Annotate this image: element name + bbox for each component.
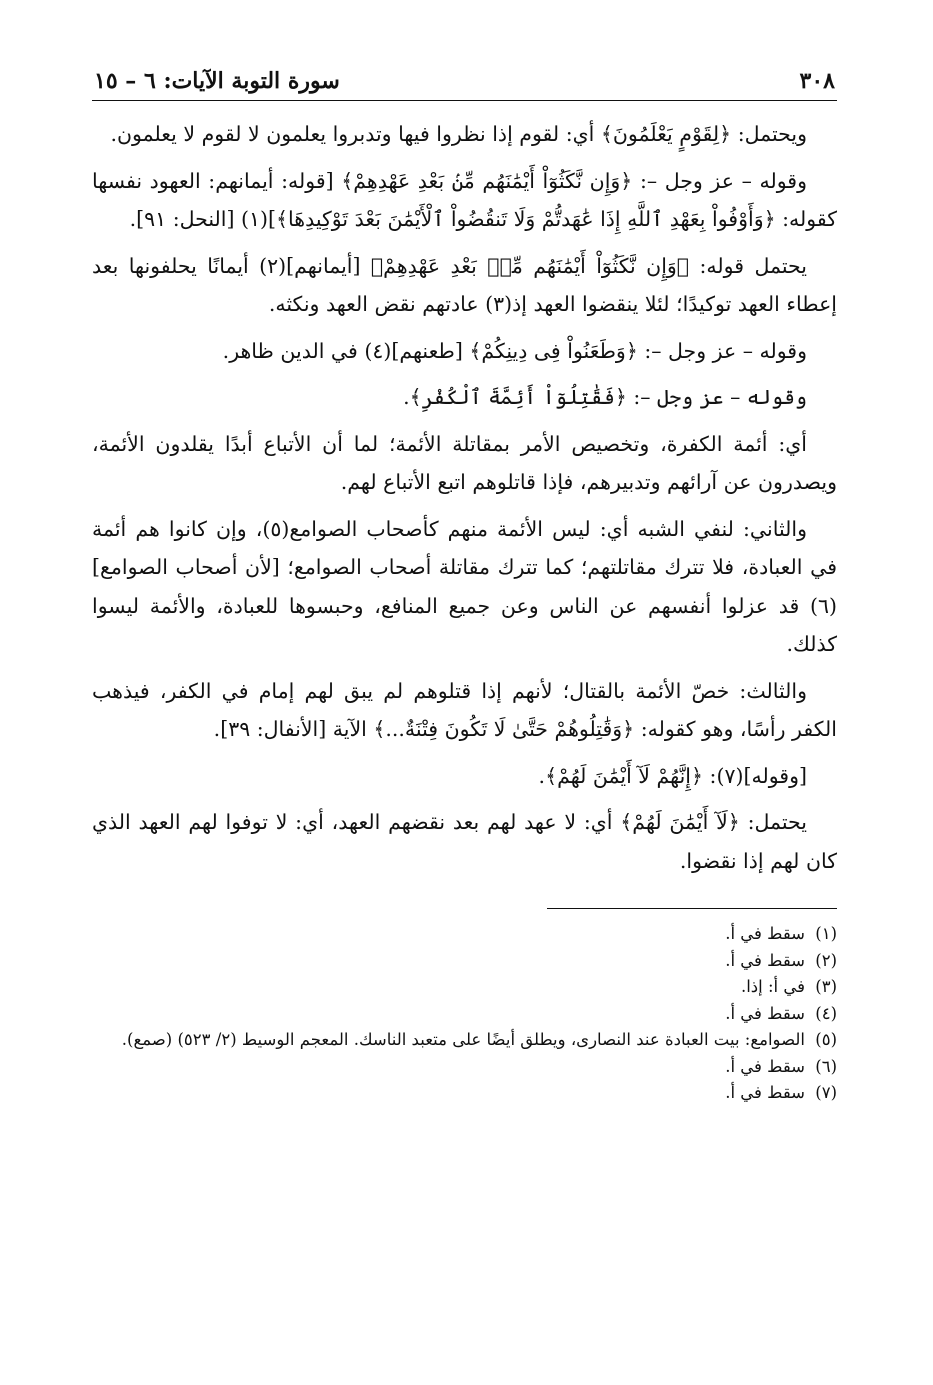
footnote-text: سقط في أ. xyxy=(725,1083,805,1102)
paragraph: ويحتمل: ﴿لِقَوْمٍ يَعْلَمُونَ﴾ أي: لقوم إذا نظروا فيها وتدبروا يعلمون لا لقوم لا يعلمون. xyxy=(110,122,807,146)
footnote-text: الصوامع: بيت العبادة عند النصارى، ويطلق أيضًا على متعبد الناسك. المعجم الوسيط (٢/ ٥٢٣) (صمع). xyxy=(121,1030,805,1049)
footnote-text: سقط في أ. xyxy=(725,924,805,943)
footnote xyxy=(92,921,837,948)
footnote-number: (١) xyxy=(815,924,837,943)
footnote-text: سقط في أ. xyxy=(725,1056,805,1076)
paragraph: أي: أئمة الكفرة، وتخصيص الأمر بمقاتلة الأئمة؛ لما أن الأتباع أبدًا يقلدون الأئمة، ويصدرون عن آرائهم وتدبيرهم، فإذا قاتلوهم اتبع الأتباع لهم. xyxy=(92,431,837,494)
footnote xyxy=(92,1054,837,1081)
footnote xyxy=(92,974,837,1001)
footnotes xyxy=(92,921,837,1107)
paragraph: وقوله – عز وجل –: ﴿فَقَٰتِلُوٓاْ أَئِمَّةَ ٱلْكُفْرِ﴾. xyxy=(403,385,807,409)
footnote-number: (٧) xyxy=(815,1083,837,1102)
paragraph: وقوله – عز وجل –: ﴿وَطَعَنُواْ فِى دِينِكُمْ﴾ [طعنهم](٤) في الدين ظاهر. xyxy=(222,338,807,363)
footnote xyxy=(92,948,837,975)
footnote xyxy=(92,1001,837,1028)
footnote-text: سقط في أ. xyxy=(725,950,805,970)
page-header xyxy=(92,56,837,101)
footnote-number: (٢) xyxy=(815,950,837,970)
paragraph: يحتمل قوله: ﴿وَإِن نَّكَثُوٓاْ أَيْمَٰنَهُم مِّنۢ بَعْدِ عَهْدِهِمْ﴾ [أيمانهم](٢) أيمانًا يحلفونها بعد إعطاء العهد توكيدًا؛ لئلا ينقضوا العهد إذ(٣) عادتهم نقض العهد ونكثه. xyxy=(92,253,837,316)
paragraph: وقوله – عز وجل –: ﴿وَإِن نَّكَثُوٓاْ أَيْمَٰنَهُم مِّنۢ بَعْدِ عَهْدِهِمْ﴾ [قوله: أيمانهم: العهود نفسها كقوله: ﴿وَأَوْفُواْ بِعَهْدِ ٱللَّهِ إِذَا عَٰهَدتُّمْ وَلَا تَنقُضُواْ ٱلْأَيْمَٰنَ بَعْدَ تَوْكِيدِهَا﴾](١) [النحل: ٩١]. xyxy=(92,168,837,231)
footnote-text: في أ: إذا. xyxy=(740,977,805,996)
footnote xyxy=(92,1080,837,1107)
document-page xyxy=(92,56,837,1107)
main-text xyxy=(92,115,837,880)
footnote xyxy=(92,1027,837,1054)
paragraph: والثاني: لنفي الشبه أي: ليس الأئمة منهم كأصحاب الصوامع(٥)، وإن كانوا هم أئمة في العبادة، فلا تترك مقاتلتهم؛ كما تترك مقاتلة أصحاب الصوامع؛ [لأن أصحاب الصوامع](٦) قد عزلوا أنفسهم عن الناس وعن جميع المنافع، وحبسوها للعبادة، والأئمة ليسوا كذلك. xyxy=(92,516,837,656)
footnote-divider xyxy=(547,908,837,909)
footnote-number: (٤) xyxy=(815,1003,837,1023)
page-number: ٣٠٨ xyxy=(799,68,835,94)
paragraph: [وقوله](٧): ﴿إِنَّهُمْ لَآ أَيْمَٰنَ لَهُمْ﴾. xyxy=(538,763,807,788)
paragraph: يحتمل: ﴿لَآ أَيْمَٰنَ لَهُمْ﴾ أي: لا عهد لهم بعد نقضهم العهد، أي: لا توفوا لهم العهد الذي كان لهم إذا نقضوا. xyxy=(92,810,837,873)
footnote-number: (٦) xyxy=(815,1056,837,1076)
footnote-number: (٣) xyxy=(815,977,837,996)
footnote-number: (٥) xyxy=(815,1030,837,1049)
paragraph: والثالث: خصّ الأئمة بالقتال؛ لأنهم إذا قتلوهم لم يبق لهم إمام في الكفر، فيذهب الكفر رأسًا، وهو كقوله: ﴿وَقَٰتِلُوهُمْ حَتَّىٰ لَا تَكُونَ فِتْنَةٌ...﴾ الآية [الأنفال: ٣٩]. xyxy=(92,678,837,741)
running-title: سورة التوبة الآيات: ٦ – ١٥ xyxy=(94,68,340,94)
footnote-text: سقط في أ. xyxy=(725,1003,805,1023)
